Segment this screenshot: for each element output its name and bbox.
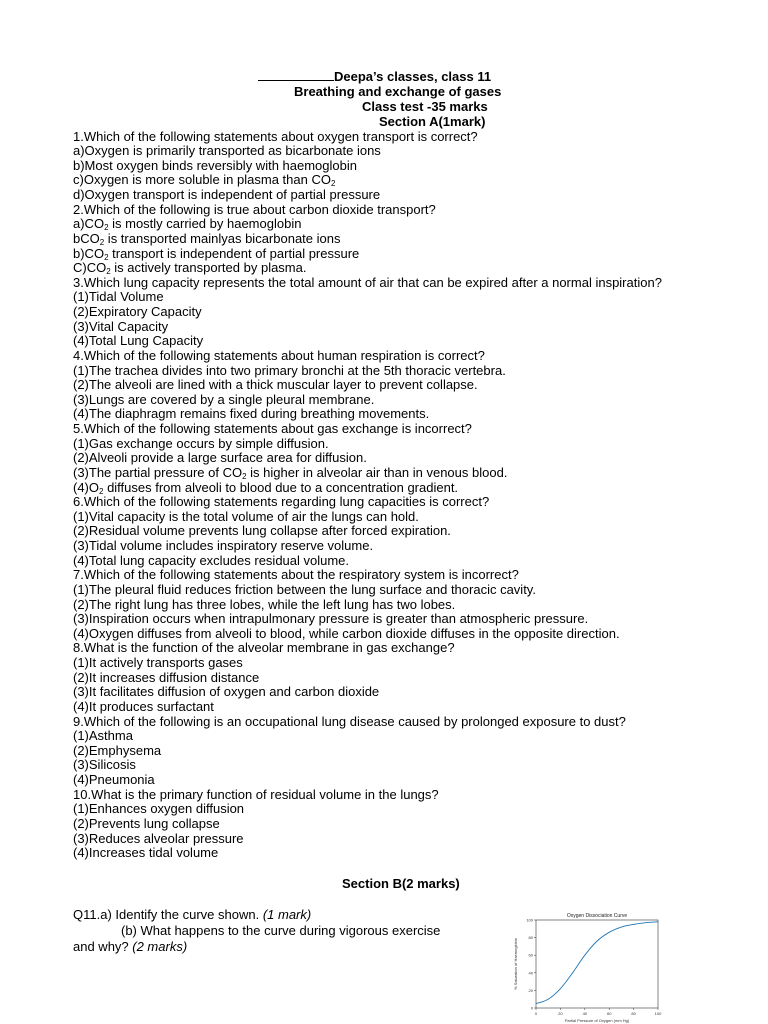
- x-tick-label: 100: [654, 1011, 662, 1016]
- chart-title: Oxygen Dissociation Curve: [566, 913, 628, 919]
- option-text: (3)The partial pressure of CO: [73, 464, 243, 480]
- section-a-title: Section A(1mark): [379, 114, 486, 129]
- question-11b: (b) What happens to the curve during vigorous exercise: [121, 923, 441, 938]
- subscript: 2: [242, 471, 247, 481]
- subscript: 2: [106, 267, 111, 277]
- option-line: [73, 173, 753, 188]
- section-a-questions: [73, 130, 753, 861]
- option-text: diffuses from alveoli to blood due to a concentration gradient.: [103, 479, 459, 495]
- option-line: (3)Silicosis: [73, 757, 136, 773]
- question-text: Q11.a) Identify the curve shown.: [73, 907, 263, 922]
- option-line: (3)Vital Capacity: [73, 318, 169, 334]
- option-line: (3)Lungs are covered by a single pleural membrane.: [73, 391, 375, 407]
- question-line: 5.Which of the following statements about gas exchange is incorrect?: [73, 421, 472, 436]
- option-line: (1)It actively transports gases: [73, 655, 243, 670]
- option-line: (2)The alveoli are lined with a thick muscular layer to prevent collapse.: [73, 377, 478, 393]
- option-text: is mostly carried by haemoglobin: [108, 216, 302, 232]
- question-line: 10.What is the primary function of residual volume in the lungs?: [73, 786, 439, 802]
- x-tick-label: 40: [582, 1011, 588, 1016]
- question-11b-continued: [73, 939, 440, 955]
- option-line: (4)Increases tidal volume: [73, 845, 219, 861]
- x-tick-label: 60: [606, 1011, 612, 1016]
- option-line: [73, 466, 753, 481]
- chapter-title: Breathing and exchange of gases: [294, 84, 502, 99]
- y-tick-label: 40: [528, 970, 533, 976]
- option-line: (4)It produces surfactant: [73, 698, 214, 714]
- question-line: 6.Which of the following statements regarding lung capacities is correct?: [73, 494, 490, 510]
- option-text: is actively transported by plasma.: [110, 260, 307, 276]
- option-text: C)CO: [73, 260, 107, 276]
- question-line: 4.Which of the following statements about human respiration is correct?: [73, 347, 485, 363]
- option-line: (1)Tidal Volume: [73, 289, 164, 305]
- option-line: (1)Vital capacity is the total volume of air the lungs can hold.: [73, 508, 419, 524]
- subscript: 2: [99, 237, 105, 247]
- x-tick-label: 20: [558, 1011, 563, 1016]
- option-text: bCO: [73, 230, 100, 246]
- x-tick-label: 0: [534, 1011, 538, 1016]
- option-line: (2)The right lung has three lobes, while the left lung has two lobes.: [73, 596, 456, 612]
- option-line: (4)Pneumonia: [73, 772, 155, 787]
- option-line: (1)Gas exchange occurs by simple diffusion.: [73, 435, 329, 451]
- x-tick-label: 80: [631, 1011, 636, 1016]
- oxygen-dissociation-chart: [508, 910, 668, 1024]
- option-line: [73, 261, 753, 276]
- option-text: a)CO: [73, 216, 105, 232]
- class-title-text: Deepa’s classes, class 11: [334, 69, 492, 84]
- option-line: (1)The trachea divides into two primary bronchi at the 5th thoracic vertebra.: [73, 362, 506, 378]
- subscript: 2: [104, 223, 109, 233]
- marks-label: (2 marks): [132, 939, 188, 954]
- question-line: 9.Which of the following is an occupational lung disease caused by prolonged exposure to dust?: [73, 713, 626, 729]
- option-text: transport is independent of partial pressure: [108, 245, 360, 261]
- section-b-title: Section B(2 marks): [342, 876, 460, 891]
- y-tick-label: 0: [530, 1005, 533, 1011]
- y-axis-label: % Saturation of Haemoglobin: [513, 937, 518, 991]
- test-title: Class test -35 marks: [362, 99, 488, 114]
- option-line: (4)Oxygen diffuses from alveoli to blood, while carbon dioxide diffuses in the opposite direction.: [73, 625, 620, 641]
- option-line: (2)Emphysema: [73, 742, 162, 758]
- class-title: [258, 69, 491, 84]
- option-line: [73, 232, 753, 247]
- question-11: [73, 907, 440, 955]
- question-text: and why?: [73, 939, 133, 954]
- option-text: (4)O: [73, 479, 99, 495]
- option-text: b)CO: [73, 245, 105, 261]
- option-line: (4)The diaphragm remains fixed during breathing movements.: [73, 406, 430, 422]
- subscript: 2: [104, 252, 109, 262]
- question-line: 2.Which of the following is true about carbon dioxide transport?: [73, 201, 436, 217]
- question-line: 7.Which of the following statements about the respiratory system is incorrect?: [73, 567, 519, 583]
- subscript: 2: [330, 179, 336, 189]
- option-line: [73, 217, 753, 232]
- option-line: (3)Reduces alveolar pressure: [73, 830, 244, 846]
- subscript: 2: [99, 486, 104, 496]
- option-line: (2)Expiratory Capacity: [73, 304, 202, 319]
- option-line: b)Most oxygen binds reversibly with haemoglobin: [73, 157, 357, 173]
- option-line: (1)Asthma: [73, 728, 133, 744]
- question-line: 1.Which of the following statements about oxygen transport is correct?: [73, 128, 478, 144]
- option-line: (2)It increases diffusion distance: [73, 669, 260, 685]
- option-line: [73, 481, 753, 496]
- question-11a: [73, 907, 440, 923]
- y-tick-label: 100: [526, 917, 533, 923]
- name-blank: [258, 69, 334, 81]
- option-text: is higher in alveolar air than in venous blood.: [246, 464, 508, 480]
- option-line: (2)Alveoli provide a large surface area for diffusion.: [73, 450, 367, 466]
- y-tick-label: 80: [528, 935, 533, 941]
- option-line: (3)Tidal volume includes inspiratory reserve volume.: [73, 538, 374, 553]
- option-line: (4)Total Lung Capacity: [73, 333, 204, 349]
- x-axis-label: Partial Pressure of Oxygen (mm Hg): [564, 1018, 630, 1023]
- option-line: a)Oxygen is primarily transported as bicarbonate ions: [73, 143, 381, 159]
- question-line: 3.Which lung capacity represents the total amount of air that can be expired after a normal inspiration?: [73, 274, 662, 290]
- option-line: (1)Enhances oxygen diffusion: [73, 801, 245, 817]
- option-line: [73, 247, 753, 262]
- option-line: (2)Prevents lung collapse: [73, 815, 220, 831]
- question-line: 8.What is the function of the alveolar membrane in gas exchange?: [73, 640, 455, 656]
- option-text: is transported mainlyas bicarbonate ions: [104, 230, 341, 246]
- y-tick-label: 60: [528, 952, 533, 958]
- option-line: d)Oxygen transport is independent of partial pressure: [73, 187, 381, 202]
- option-line: (1)The pleural fluid reduces friction between the lung surface and thoracic cavity.: [73, 581, 536, 597]
- option-line: (2)Residual volume prevents lung collapse after forced expiration.: [73, 523, 451, 539]
- dissociation-curve-line: [536, 922, 658, 1004]
- option-line: (4)Total lung capacity excludes residual volume.: [73, 552, 350, 568]
- option-text: c)Oxygen is more soluble in plasma than CO: [73, 172, 331, 188]
- marks-label: (1 mark): [262, 907, 312, 922]
- option-line: (3)It facilitates diffusion of oxygen and carbon dioxide: [73, 684, 380, 700]
- option-line: (3)Inspiration occurs when intrapulmonary pressure is greater than atmospheric pressure.: [73, 611, 589, 627]
- y-tick-label: 20: [528, 987, 533, 993]
